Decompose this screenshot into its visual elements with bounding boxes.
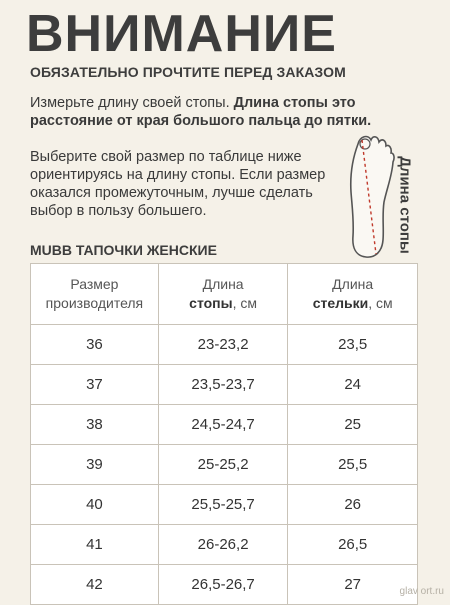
cell-insole-length: 26 — [288, 485, 418, 525]
cell-insole-length: 24 — [288, 365, 418, 405]
cell-size: 38 — [31, 405, 159, 445]
foot-length-label-text: Длина стопы — [396, 156, 414, 254]
size-table — [30, 263, 418, 605]
cell-size: 41 — [31, 525, 159, 565]
table-row — [31, 485, 418, 525]
table-title: MUBB ТАПОЧКИ ЖЕНСКИЕ — [30, 242, 217, 258]
cell-insole-length: 25,5 — [288, 445, 418, 485]
cell-insole-length: 25 — [288, 405, 418, 445]
watermark: glav ort.ru — [399, 586, 444, 597]
cell-foot-length: 25,5-25,7 — [158, 485, 288, 525]
cell-size: 40 — [31, 485, 159, 525]
table-row — [31, 445, 418, 485]
header-insole-length — [288, 264, 418, 325]
table-header-row — [31, 264, 418, 325]
table-row — [31, 405, 418, 445]
cell-foot-length: 23-23,2 — [158, 325, 288, 365]
page-subtitle: ОБЯЗАТЕЛЬНО ПРОЧТИТЕ ПЕРЕД ЗАКАЗОМ — [30, 64, 346, 80]
header-foot-length-line1: Длина — [202, 276, 244, 292]
header-foot-length-bold: стопы — [189, 295, 233, 311]
cell-insole-length: 27 — [288, 565, 418, 605]
size-choice-instruction: Выберите свой размер по таблице ниже ориентируясь на длину стопы. Если размер оказался промежуточным, лучше сделать выбор в пользу большего. — [30, 149, 326, 219]
measure-instruction-plain: Измерьте длину своей стопы. — [30, 95, 234, 111]
cell-insole-length: 23,5 — [288, 325, 418, 365]
header-manufacturer-size-line1: Размер — [70, 276, 119, 292]
measure-instruction-bold: Длина стопы это расстояние от края большого пальца до пятки. — [30, 95, 372, 129]
cell-foot-length: 26,5-26,7 — [158, 565, 288, 605]
header-manufacturer-size-line2: производителя — [45, 295, 144, 311]
table-row — [31, 325, 418, 365]
cell-foot-length: 24,5-24,7 — [158, 405, 288, 445]
cell-size: 42 — [31, 565, 159, 605]
foot-length-label — [390, 140, 420, 270]
cell-size: 39 — [31, 445, 159, 485]
table-row — [31, 565, 418, 605]
table-row — [31, 365, 418, 405]
table-row — [31, 525, 418, 565]
header-insole-length-line1: Длина — [332, 276, 374, 292]
header-foot-length-unit: , см — [232, 295, 257, 311]
cell-size: 37 — [31, 365, 159, 405]
header-insole-length-bold: стельки — [312, 295, 369, 311]
page-title: ВНИМАНИЕ — [26, 5, 337, 63]
header-manufacturer-size — [31, 264, 159, 325]
cell-foot-length: 25-25,2 — [158, 445, 288, 485]
header-foot-length — [158, 264, 288, 325]
header-insole-length-unit: , см — [368, 295, 393, 311]
cell-foot-length: 23,5-23,7 — [158, 365, 288, 405]
cell-size: 36 — [31, 325, 159, 365]
cell-foot-length: 26-26,2 — [158, 525, 288, 565]
measure-instruction — [30, 94, 430, 130]
cell-insole-length: 26,5 — [288, 525, 418, 565]
